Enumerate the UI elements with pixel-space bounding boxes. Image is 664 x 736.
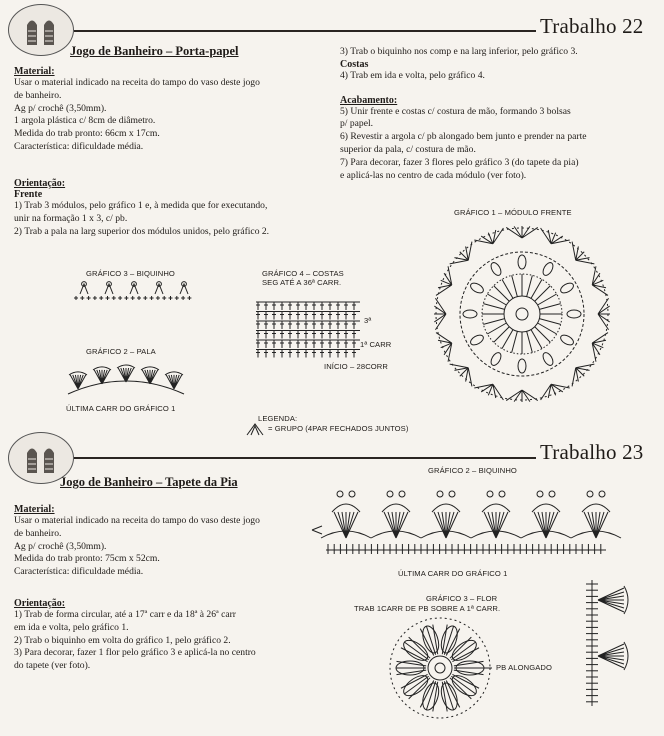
basket-logo-icon: [9, 5, 73, 55]
material-block: [14, 66, 314, 154]
legend-item: = GRUPO (4PAR FECHADOS JUNTOS): [268, 424, 409, 433]
orientacao-line: em ida e volta, pelo gráfico 1.: [14, 621, 129, 633]
orientacao-line: 1) Trab 3 módulos, pelo gráfico 1 e, à medida que for executando,: [14, 200, 268, 211]
step-line: 4) Trab em ida e volta, pelo gráfico 4.: [340, 69, 485, 81]
orientacao-line: 2) Trab a pala na larg superior dos módulos unidos, pelo gráfico 2.: [14, 225, 270, 237]
g3-subtitle: TRAB 1CARR DE PB SOBRE A 1ª CARR.: [354, 604, 501, 613]
g1-module-chart: [432, 218, 612, 410]
g2-caption: ÚLTIMA CARR DO GRÁFICO 1: [66, 404, 176, 413]
step-line: 3) Trab o biquinho nos comp e na larg inferior, pelo gráfico 3.: [340, 46, 578, 57]
project-title: Jogo de Banheiro – Tapete da Pia: [60, 475, 238, 489]
orientacao-line: unir na formação 1 x 3, c/ pb.: [14, 212, 128, 224]
g3-pointer-label: PB ALONGADO: [496, 663, 552, 672]
material-line: 1 argola plástica c/ 8cm de diâmetro.: [14, 115, 156, 127]
project-banner: Trabalho 22: [540, 14, 644, 38]
orientacao-heading: Orientação:: [14, 178, 66, 189]
material-line: de banheiro.: [14, 89, 62, 101]
legend-heading: LEGENDA:: [258, 414, 298, 423]
brand-logo: [8, 4, 74, 56]
g2-caption: ÚLTIMA CARR DO GRÁFICO 1: [398, 569, 508, 578]
g2-title: GRÁFICO 2 – BIQUINHO: [428, 466, 517, 475]
acabamento-heading: Acabamento:: [340, 94, 398, 106]
material-line: Usar o material indicado na receita do tampo do vaso deste jogo: [14, 77, 260, 88]
material-line: Característica: dificuldade média.: [14, 566, 144, 578]
acabamento-line: 6) Revestir a argola c/ pb alongado bem junto e prender na parte: [340, 131, 587, 143]
material-line: Característica: dificuldade média.: [14, 140, 144, 152]
material-heading: Material:: [14, 66, 55, 77]
g4-row1-label: 1ª CARR: [360, 340, 392, 349]
g3-title: GRÁFICO 3 – FLOR: [426, 594, 498, 603]
acabamento-line: 5) Unir frente e costas c/ costura de mão, formando 3 bolsas: [340, 105, 571, 117]
orientacao-line: 3) Para decorar, fazer 1 flor pelo gráfico 3 e aplicá-la no centro: [14, 647, 256, 659]
material-line: Ag p/ crochê (3,50mm).: [14, 540, 107, 552]
orientacao-block: [14, 598, 324, 673]
g3-picot-chart: [72, 280, 196, 304]
g4-title: GRÁFICO 4 – COSTAS: [262, 269, 344, 278]
acabamento-line: 7) Para decorar, fazer 3 flores pelo gráfico 3 (do tapete da pia): [340, 156, 579, 168]
material-block: [14, 504, 314, 579]
orientacao-line: 1) Trab de forma circular, até a 17ª carr e da 18ª à 26ª carr: [14, 609, 236, 620]
g2-corner-column: [578, 580, 634, 710]
acabamento-line: superior da pala, c/ costura de mão.: [340, 143, 476, 155]
acabamento-line: e aplicá-las no centro de cada módulo (ver foto).: [340, 169, 527, 181]
material-heading: Material:: [14, 504, 55, 515]
material-line: Ag p/ crochê (3,50mm).: [14, 102, 107, 114]
header-rule: [74, 457, 536, 459]
g3-flower-chart: [384, 612, 496, 724]
g4-grid-chart: [252, 296, 364, 358]
g4-start-label: INÍCIO – 28CORR: [324, 362, 388, 371]
group-symbol-icon: [244, 421, 266, 439]
costas-heading: Costas: [340, 58, 369, 70]
g2-title: GRÁFICO 2 – PALA: [86, 347, 156, 356]
g2-pala-chart: [64, 356, 188, 396]
material-line: Medida do trab pronto: 75cm x 52cm.: [14, 553, 160, 565]
right-column: [340, 46, 658, 182]
g4-subtitle: SEG ATÉ A 36ª CARR.: [262, 278, 342, 287]
header-rule: [74, 30, 536, 32]
project-title: Jogo de Banheiro – Porta-papel: [70, 44, 239, 58]
orientacao-line: 2) Trab o biquinho em volta do gráfico 1, pelo gráfico 2.: [14, 634, 231, 646]
orientacao-heading: Orientação:: [14, 598, 66, 609]
material-line: Usar o material indicado na receita do tampo do vaso deste jogo: [14, 515, 260, 526]
orientacao-line: do tapete (ver foto).: [14, 660, 91, 672]
project-banner: Trabalho 23: [540, 440, 644, 464]
frente-heading: Frente: [14, 189, 43, 200]
orientacao-block: [14, 178, 324, 238]
material-line: Medida do trab pronto: 66cm x 17cm.: [14, 128, 160, 140]
acabamento-line: p/ papel.: [340, 118, 374, 130]
g4-row3-label: 3ª: [364, 316, 372, 325]
g1-title: GRÁFICO 1 – MÓDULO FRENTE: [454, 208, 572, 217]
g3-title: GRÁFICO 3 – BIQUINHO: [86, 269, 175, 278]
material-line: de banheiro.: [14, 527, 62, 539]
